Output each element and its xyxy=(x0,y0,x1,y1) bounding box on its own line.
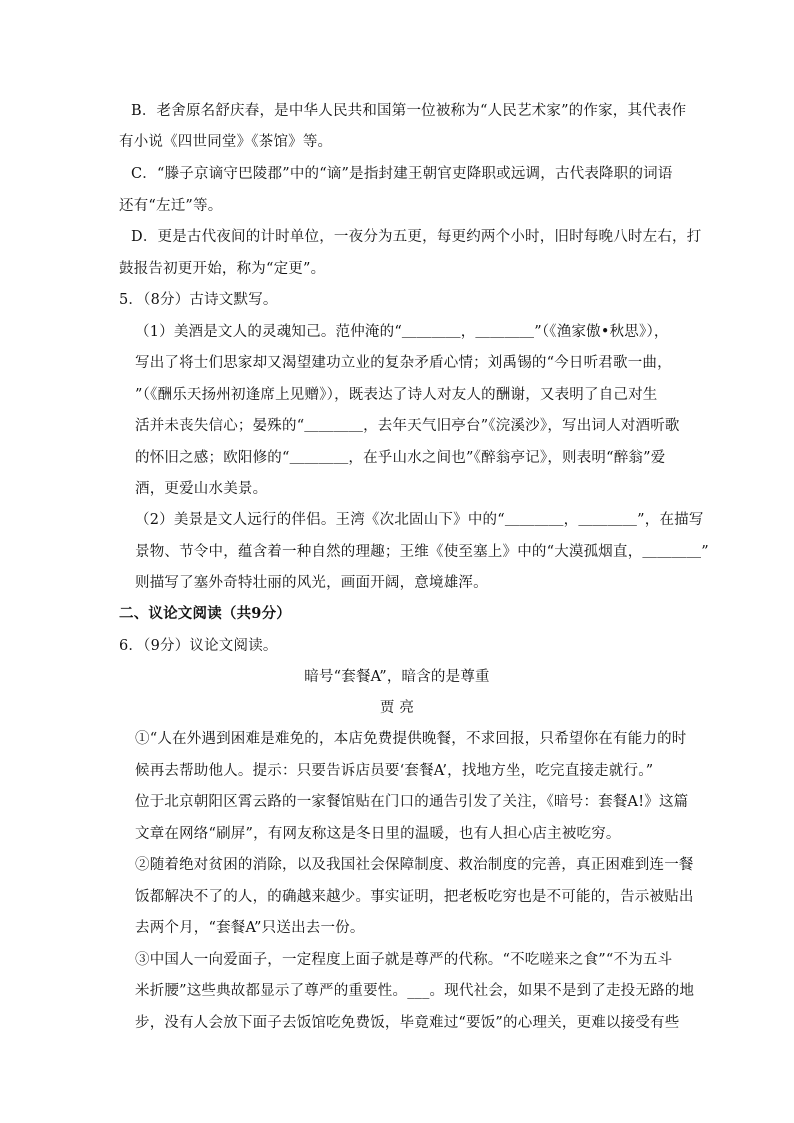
paragraph-3-line-1: ③中国人一向爱面子，一定程度上面子就是尊严的代称。“不吃嗟来之食”“不为五斗 xyxy=(135,952,673,968)
option-c-line-1: C．“滕子京谪守巴陵郡”中的“谪”是指封建王朝官吏降职或远调，古代表降职的词语 xyxy=(131,166,673,182)
paragraph-3-line-2: 米折腰”这些典故都显示了尊严的重要性。___。现代社会，如果不是到了走投无路的地 xyxy=(135,983,695,999)
option-b-line-1: B．老舍原名舒庆春，是中华人民共和国第一位被称为“人民艺术家”的作家，其代表作 xyxy=(131,103,687,119)
question-6-heading: 6．（9分）议论文阅读。 xyxy=(119,638,278,654)
paragraph-1-line-1: ①“人在外遇到困难是难免的，本店免费提供晚餐，不求回报，只希望你在有能力的时 xyxy=(135,731,687,747)
paragraph-3-line-3: 步，没有人会放下面子去饭馆吃免费饭，毕竟难过“要饭”的心理关，更难以接受有些 xyxy=(135,1015,680,1031)
paragraph-1-line-4: 文章在网络“刷屏”，有网友称这是冬日里的温暖，也有人担心店主被吃穷。 xyxy=(135,826,621,842)
q5-part1-line-5: 的怀旧之感；欧阳修的“＿＿＿＿，在乎山水之间也”《醉翁亭记》，则表明“醉翁”爱 xyxy=(135,450,666,466)
q5-part1-line-2: 写出了将士们思家却又渴望建功立业的复杂矛盾心情；刘禹锡的“今日听君歌一曲， xyxy=(135,355,672,371)
question-5-heading: 5．（8分）古诗文默写。 xyxy=(119,292,278,308)
q5-part2-line-2: 景物、节令中，蕴含着一种自然的理趣；王维《使至塞上》中的“大漠孤烟直，＿＿＿＿” xyxy=(135,544,709,560)
option-d-line-2: 鼓报告初更开始，称为“定更”。 xyxy=(119,261,326,277)
article-title: 暗号“套餐A”，暗含的是尊重 xyxy=(304,669,490,685)
paragraph-2-line-3: 去两个月，“套餐A”只送出去一份。 xyxy=(135,920,365,936)
q5-part2-line-1: （2）美景是文人远行的伴侣。王湾《次北固山下》中的“＿＿＿＿，＿＿＿＿”，在描写 xyxy=(135,512,704,528)
q5-part1-line-3: ”（《酬乐天扬州初逢席上见赠》），既表达了诗人对友人的酬谢，又表明了自己对生 xyxy=(135,387,658,403)
paragraph-2-line-2: 饭都解决不了的人，的确越来越少。事实证明，把老板吃穷也是不可能的，告示被贴出 xyxy=(135,889,694,905)
article-author: 贾 亮 xyxy=(379,700,415,716)
paragraph-2-line-1: ②随着绝对贫困的消除，以及我国社会保障制度、救治制度的完善，真正困难到连一餐 xyxy=(135,857,694,873)
section-2-heading: 二、议论文阅读（共9分） xyxy=(119,605,291,622)
q5-part1-line-4: 活并未丧失信心；晏殊的“＿＿＿＿，去年天气旧亭台”《浣溪沙》，写出词人对酒听歌 xyxy=(135,418,680,434)
q5-part1-line-1: （1）美酒是文人的灵魂知己。范仲淹的“＿＿＿＿，＿＿＿＿”（《渔家傲•秋思》）， xyxy=(135,324,669,340)
option-b-line-2: 有小说《四世同堂》《茶馆》等。 xyxy=(119,134,333,150)
paragraph-1-line-3: 位于北京朝阳区霄云路的一家餐馆贴在门口的通告引发了关注，《暗号：套餐A!》这篇 xyxy=(135,794,689,810)
paragraph-1-line-2: 候再去帮助他人。提示：只要告诉店员要‘套餐A’，找地方坐，吃完直接走就行。” xyxy=(135,763,654,779)
q5-part1-line-6: 酒，更爱山水美景。 xyxy=(135,481,268,497)
option-c-line-2: 还有“左迁”等。 xyxy=(119,198,223,214)
option-d-line-1: D．更是古代夜间的计时单位，一夜分为五更，每更约两个小时，旧时每晚八时左右，打 xyxy=(131,229,702,245)
q5-part2-line-3: 则描写了塞外奇特壮丽的风光，画面开阔，意境雄浑。 xyxy=(135,575,488,591)
